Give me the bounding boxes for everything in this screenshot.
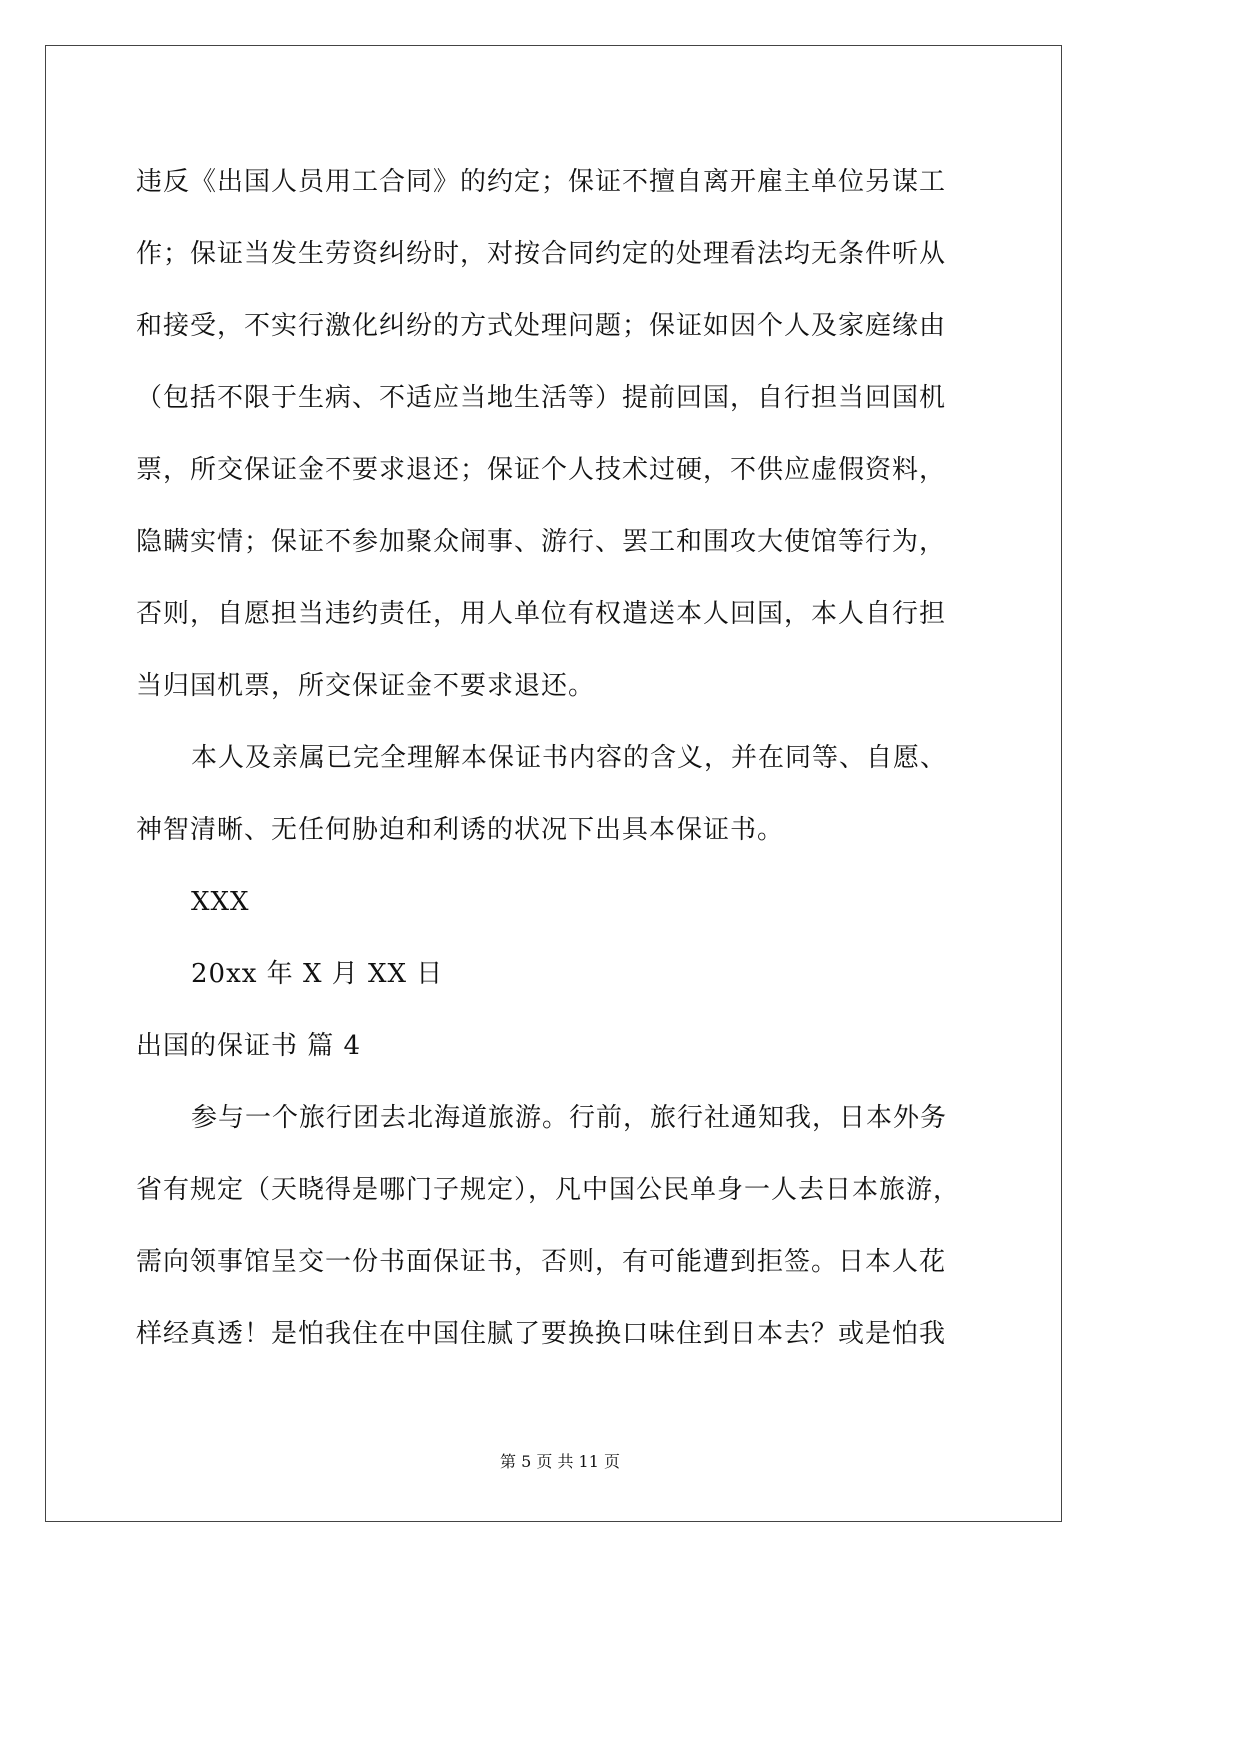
- section-heading: 出国的保证书 篇 4: [136, 1031, 362, 1061]
- paragraph-line: 本人及亲属已完全理解本保证书内容的含义，并在同等、自愿、: [191, 743, 948, 773]
- paragraph-line: 需向领事馆呈交一份书面保证书，否则，有可能遭到拒签。日本人花: [136, 1247, 947, 1277]
- paragraph-line: 否则，自愿担当违约责任，用人单位有权遣送本人回国，本人自行担: [136, 599, 947, 629]
- paragraph-line: （包括不限于生病、不适应当地生活等）提前回国，自行担当回国机: [136, 383, 947, 413]
- document-body: [136, 146, 986, 1370]
- paragraph-line: 参与一个旅行团去北海道旅游。行前，旅行社通知我，日本外务: [191, 1103, 948, 1133]
- paragraph-line: 违反《出国人员用工合同》的约定；保证不擅自离开雇主单位另谋工: [136, 167, 947, 197]
- page-number-footer: 第 5 页 共 11 页: [500, 1452, 620, 1471]
- signature-name: XXX: [191, 887, 250, 917]
- paragraph-line: 当归国机票，所交保证金不要求退还。: [136, 671, 596, 701]
- paragraph-line: 隐瞒实情；保证不参加聚众闹事、游行、罢工和围攻大使馆等行为，: [136, 527, 947, 557]
- paragraph-line: 样经真透！是怕我住在中国住腻了要换换口味住到日本去？或是怕我: [136, 1319, 947, 1349]
- paragraph-line: 神智清晰、无任何胁迫和利诱的状况下出具本保证书。: [136, 815, 785, 845]
- paragraph-line: 和接受，不实行激化纠纷的方式处理问题；保证如因个人及家庭缘由: [136, 311, 947, 341]
- signature-date: 20xx 年 X 月 XX 日: [191, 959, 444, 989]
- paragraph-line: 作；保证当发生劳资纠纷时，对按合同约定的处理看法均无条件听从: [136, 239, 947, 269]
- paragraph-line: 省有规定（天晓得是哪门子规定），凡中国公民单身一人去日本旅游，: [136, 1175, 961, 1205]
- paragraph-line: 票，所交保证金不要求退还；保证个人技术过硬，不供应虚假资料，: [136, 455, 947, 485]
